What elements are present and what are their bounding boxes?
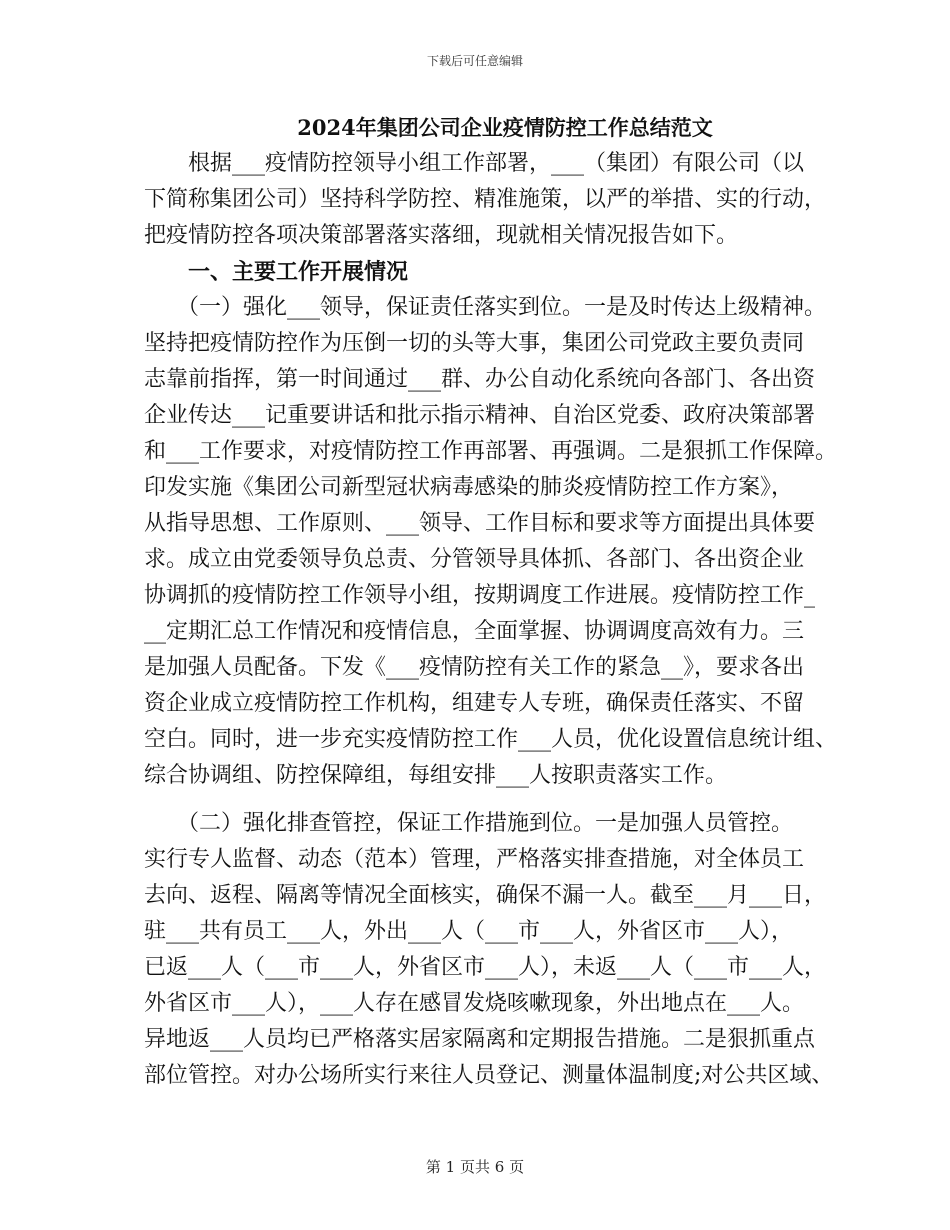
body-line: （二）强化排查管控，保证工作措施到位。一是加强人员管控。 — [144, 811, 794, 836]
body-line: 求。成立由党委领导负总责、分管领导具体抓、各部门、各出资企业 — [144, 547, 805, 572]
section-heading: 一、主要工作开展情况 — [144, 259, 409, 285]
body-line: 驻___共有员工___人，外出___人（___市___人，外省区市___人）， — [144, 919, 794, 944]
document-title: 2024年集团公司企业疫情防控工作总结范文 — [297, 115, 713, 140]
body-line: 资企业成立疫情防控工作机构，组建专人专班，确保责任落实、不留 — [144, 691, 805, 716]
body-line: 协调抓的疫情防控工作领导小组，按期调度工作进展。疫情防控工作_ — [144, 583, 816, 608]
body-line: 和___工作要求，对疫情防控工作再部署、再强调。二是狠抓工作保障。 — [144, 439, 838, 464]
body-line: 是加强人员配备。下发《___疫情防控有关工作的紧急__》，要求各出 — [144, 655, 805, 680]
body-line: 空白。同时，进一步充实疫情防控工作___人员，优化设置信息统计组、 — [144, 727, 838, 752]
body-line: 已返___人（___市___人，外省区市___人），未返___人（___市___人， — [144, 955, 827, 980]
body-line: 实行专人监督、动态（范本）管理，严格落实排查措施，对全体员工 — [144, 847, 805, 872]
body-line: 志靠前指挥，第一时间通过___群、办公自动化系统向各部门、各出资 — [144, 367, 816, 392]
body-line: 企业传达___记重要讲话和批示指示精神、自治区党委、政府决策部署 — [144, 403, 816, 428]
body-line: 印发实施《集团公司新型冠状病毒感染的肺炎疫情防控工作方案》， — [144, 475, 794, 500]
body-line: 下简称集团公司）坚持科学防控、精准施策，以严的举措、实的行动， — [144, 187, 827, 212]
body-line: 从指导思想、工作原则、___领导、工作目标和要求等方面提出具体要 — [144, 511, 816, 536]
body-line: 部位管控。对办公场所实行来往人员登记、测量体温制度;对公共区域、 — [144, 1063, 834, 1088]
body-line: （一）强化___领导，保证责任落实到位。一是及时传达上级精神。 — [144, 295, 827, 320]
body-line: __定期汇总工作情况和疫情信息，全面掌握、协调调度高效有力。三 — [144, 619, 805, 644]
header-note: 下载后可任意编辑 — [426, 54, 523, 68]
body-line: 综合协调组、防控保障组，每组安排___人按职责落实工作。 — [144, 763, 728, 788]
body-line: 把疫情防控各项决策部署落实落细，现就相关情况报告如下。 — [144, 223, 739, 248]
page-footer: 第 1 页共 6 页 — [425, 1158, 525, 1176]
body-line: 外省区市___人），___人存在感冒发烧咳嗽现象，外出地点在___人。 — [144, 991, 805, 1016]
body-line: 异地返___人员均已严格落实居家隔离和定期报告措施。二是狠抓重点 — [144, 1027, 816, 1052]
body-line: 坚持把疫情防控作为压倒一切的头等大事，集团公司党政主要负责同 — [144, 331, 805, 356]
body-line: 去向、返程、隔离等情况全面核实，确保不漏一人。截至___月___日， — [144, 883, 827, 908]
body-line: 根据___疫情防控领导小组工作部署，___（集团）有限公司（以 — [144, 151, 805, 176]
